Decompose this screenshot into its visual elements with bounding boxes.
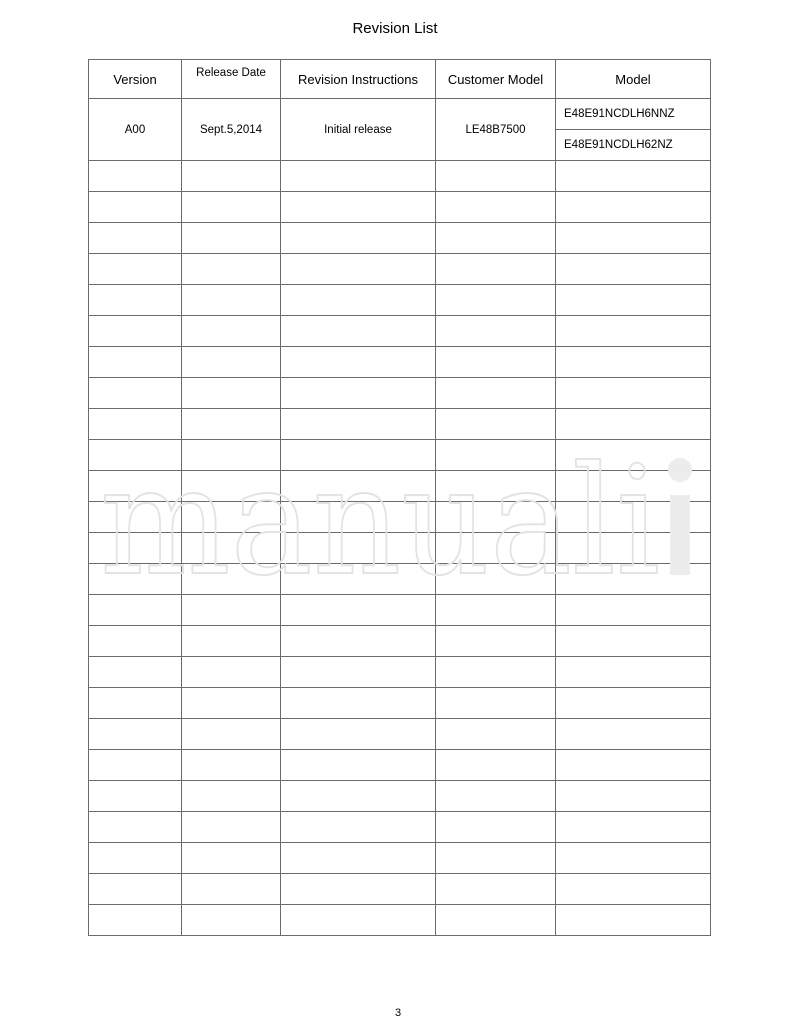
table-row [89,595,711,626]
cell-revision-instructions [281,688,436,719]
cell-customer-model [436,316,556,347]
cell-release-date [182,626,281,657]
cell-customer-model [436,626,556,657]
table-row [89,781,711,812]
cell-version [89,161,182,192]
table-row [89,347,711,378]
cell-customer-model [436,657,556,688]
cell-release-date [182,750,281,781]
cell-customer-model [436,812,556,843]
cell-release-date [182,564,281,595]
cell-release-date [182,843,281,874]
cell-release-date [182,440,281,471]
cell-version [89,471,182,502]
cell-model [556,347,711,378]
cell-model [556,440,711,471]
cell-customer-model: LE48B7500 [436,99,556,161]
table-row [89,471,711,502]
cell-version [89,812,182,843]
cell-version [89,626,182,657]
cell-release-date [182,719,281,750]
table-row [89,378,711,409]
cell-model [556,223,711,254]
cell-version [89,843,182,874]
cell-customer-model [436,750,556,781]
header-row [89,60,711,99]
cell-version [89,285,182,316]
cell-release-date [182,471,281,502]
cell-model: E48E91NCDLH62NZ [556,130,711,161]
cell-version [89,688,182,719]
cell-revision-instructions [281,843,436,874]
cell-revision-instructions [281,223,436,254]
cell-revision-instructions [281,657,436,688]
table-row [89,905,711,936]
cell-model [556,502,711,533]
cell-model [556,192,711,223]
cell-revision-instructions [281,440,436,471]
cell-revision-instructions [281,750,436,781]
cell-model [556,161,711,192]
cell-model [556,874,711,905]
cell-model: E48E91NCDLH6NNZ [556,99,711,130]
cell-model [556,316,711,347]
cell-revision-instructions [281,347,436,378]
cell-release-date [182,409,281,440]
cell-revision-instructions [281,409,436,440]
cell-version: A00 [89,99,182,161]
cell-model [556,781,711,812]
cell-version [89,378,182,409]
cell-model [556,688,711,719]
cell-revision-instructions [281,812,436,843]
table-row [89,688,711,719]
table-row [89,99,711,130]
cell-customer-model [436,378,556,409]
cell-revision-instructions [281,285,436,316]
cell-version [89,781,182,812]
cell-model [556,595,711,626]
cell-revision-instructions [281,626,436,657]
table-row [89,254,711,285]
cell-customer-model [436,223,556,254]
cell-version [89,564,182,595]
table-row [89,223,711,254]
cell-revision-instructions [281,192,436,223]
cell-model [556,812,711,843]
cell-customer-model [436,471,556,502]
cell-revision-instructions [281,316,436,347]
cell-revision-instructions [281,502,436,533]
cell-revision-instructions [281,781,436,812]
cell-revision-instructions [281,564,436,595]
watermark-text: manuali [100,455,660,585]
table-row [89,874,711,905]
cell-customer-model [436,533,556,564]
cell-version [89,719,182,750]
cell-revision-instructions [281,595,436,626]
cell-model [556,905,711,936]
page-title: Revision List [352,20,438,37]
cell-customer-model [436,192,556,223]
cell-version [89,533,182,564]
cell-revision-instructions [281,874,436,905]
cell-release-date [182,657,281,688]
cell-model [556,471,711,502]
cell-release-date [182,254,281,285]
cell-customer-model [436,347,556,378]
cell-release-date [182,223,281,254]
table-row [89,533,711,564]
cell-customer-model [436,161,556,192]
cell-model [556,533,711,564]
cell-customer-model [436,502,556,533]
cell-release-date [182,378,281,409]
cell-release-date [182,905,281,936]
cell-version [89,657,182,688]
cell-version [89,192,182,223]
cell-version [89,347,182,378]
table-row [89,564,711,595]
cell-revision-instructions: Initial release [281,99,436,161]
cell-customer-model [436,781,556,812]
cell-release-date: Sept.5,2014 [182,99,281,161]
cell-customer-model [436,688,556,719]
cell-release-date [182,781,281,812]
cell-release-date [182,192,281,223]
cell-customer-model [436,285,556,316]
cell-release-date [182,502,281,533]
table-row [89,719,711,750]
header-revision-instructions: Revision Instructions [281,60,436,99]
cell-version [89,223,182,254]
header-version: Version [89,60,182,99]
cell-release-date [182,874,281,905]
cell-model [556,657,711,688]
header-customer-model: Customer Model [436,60,556,99]
cell-customer-model [436,874,556,905]
table-row [89,192,711,223]
cell-revision-instructions [281,905,436,936]
page-number: 3 [394,1007,402,1019]
table-row [89,750,711,781]
cell-release-date [182,812,281,843]
cell-revision-instructions [281,533,436,564]
table-row [89,657,711,688]
cell-release-date [182,595,281,626]
revision-table [88,59,711,936]
cell-release-date [182,161,281,192]
table-row [89,409,711,440]
table-row [89,502,711,533]
cell-release-date [182,347,281,378]
cell-model [556,254,711,285]
cell-revision-instructions [281,161,436,192]
cell-version [89,316,182,347]
cell-revision-instructions [281,378,436,409]
table-row [89,812,711,843]
cell-version [89,874,182,905]
cell-version [89,254,182,285]
cell-revision-instructions [281,254,436,285]
table-row [89,161,711,192]
cell-release-date [182,688,281,719]
cell-customer-model [436,440,556,471]
cell-customer-model [436,843,556,874]
cell-version [89,750,182,781]
cell-customer-model [436,409,556,440]
cell-version [89,595,182,626]
cell-model [556,564,711,595]
cell-revision-instructions [281,471,436,502]
cell-revision-instructions [281,719,436,750]
cell-version [89,502,182,533]
cell-model [556,409,711,440]
header-model: Model [556,60,711,99]
cell-customer-model [436,564,556,595]
table-row [89,440,711,471]
cell-customer-model [436,719,556,750]
header-release-date: Release Date [182,60,281,99]
table-row [89,285,711,316]
cell-model [556,285,711,316]
cell-model [556,719,711,750]
cell-model [556,750,711,781]
cell-customer-model [436,595,556,626]
cell-release-date [182,316,281,347]
cell-version [89,409,182,440]
cell-model [556,626,711,657]
cell-customer-model [436,254,556,285]
cell-release-date [182,285,281,316]
cell-model [556,843,711,874]
cell-model [556,378,711,409]
table-row [89,316,711,347]
cell-version [89,440,182,471]
table-row [89,843,711,874]
cell-version [89,905,182,936]
table-row [89,626,711,657]
cell-customer-model [436,905,556,936]
cell-release-date [182,533,281,564]
